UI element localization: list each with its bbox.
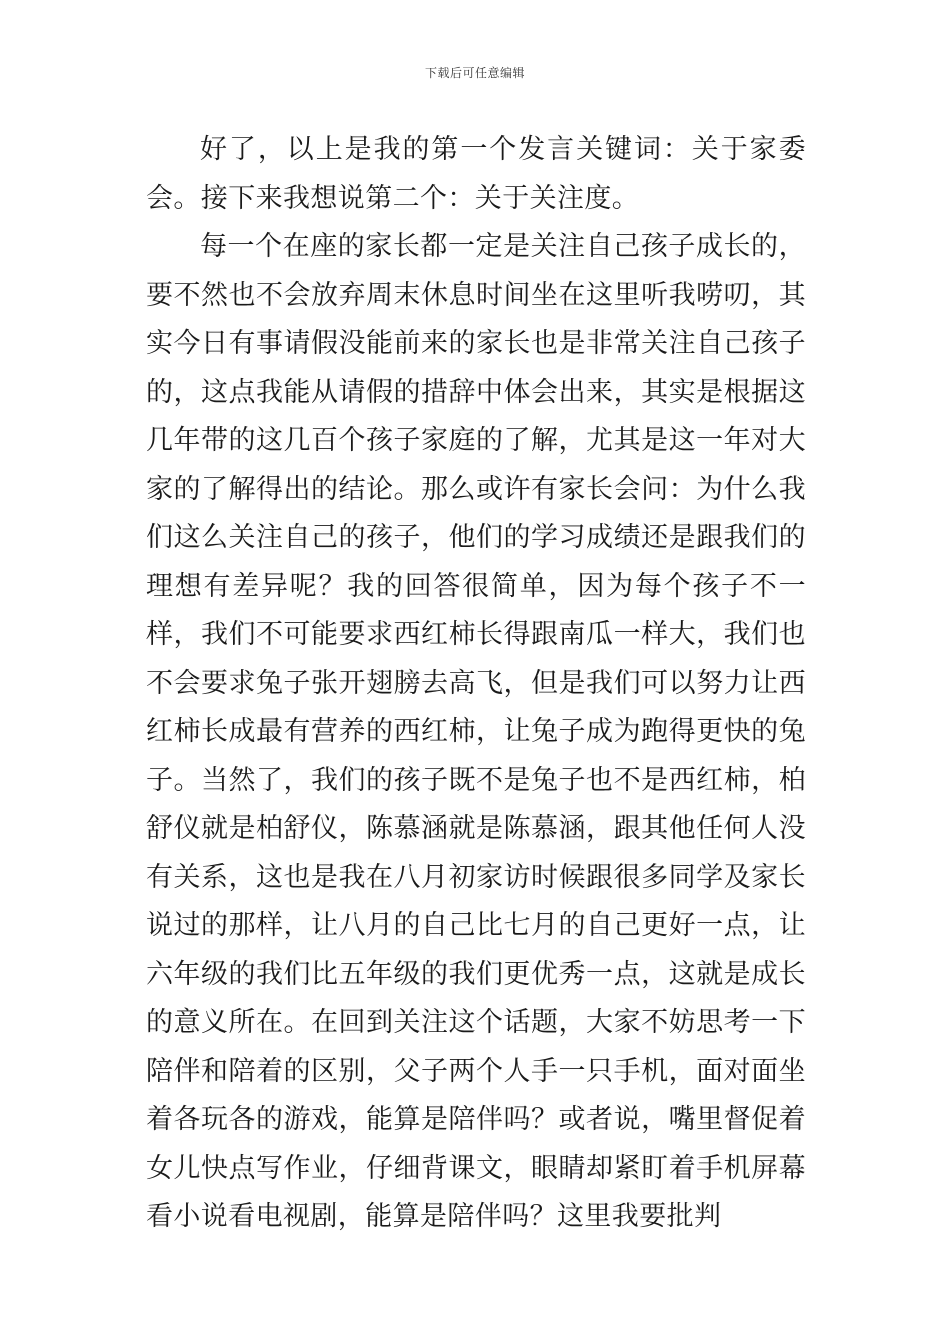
paragraph: 每一个在座的家长都一定是关注自己孩子成长的，要不然也不会放弃周末休息时间坐在这里听我唠叨，其实今日有事请假没能前来的家长也是非常关注自己孩子的，这点我能从请假的措辞中体会出来，其实是根据这几年带的这几百个孩子家庭的了解，尤其是这一年对大家的了解得出的结论。那么或许有家长会问：为什么我们这么关注自己的孩子，他们的学习成绩还是跟我们的理想有差异呢？我的回答很简单，因为每个孩子不一样，我们不可能要求西红柿长得跟南瓜一样大，我们也不会要求兔子张开翅膀去高飞，但是我们可以努力让西红柿长成最有营养的西红柿，让兔子成为跑得更快的兔子。当然了，我们的孩子既不是兔子也不是西红柿，柏舒仪就是柏舒仪，陈慕涵就是陈慕涵，跟其他任何人没有关系，这也是我在八月初家访时候跟很多同学及家长说过的那样，让八月的自己比七月的自己更好一点，让六年级的我们比五年级的我们更优秀一点，这就是成长的意义所在。在回到关注这个话题，大家不妨思考一下陪伴和陪着的区别，父子两个人手一只手机，面对面坐着各玩各的游戏，能算是陪伴吗？或者说，嘴里督促着女儿快点写作业，仔细背课文，眼睛却紧盯着手机屏幕看小说看电视剧，能算是陪伴吗？这里我要批判 — [146, 231, 806, 1232]
page-header: 下载后可任意编辑 — [424, 66, 525, 80]
document-body — [146, 126, 806, 1242]
paragraph: 好了，以上是我的第一个发言关键词：关于家委会。接下来我想说第二个：关于关注度。 — [146, 134, 806, 214]
